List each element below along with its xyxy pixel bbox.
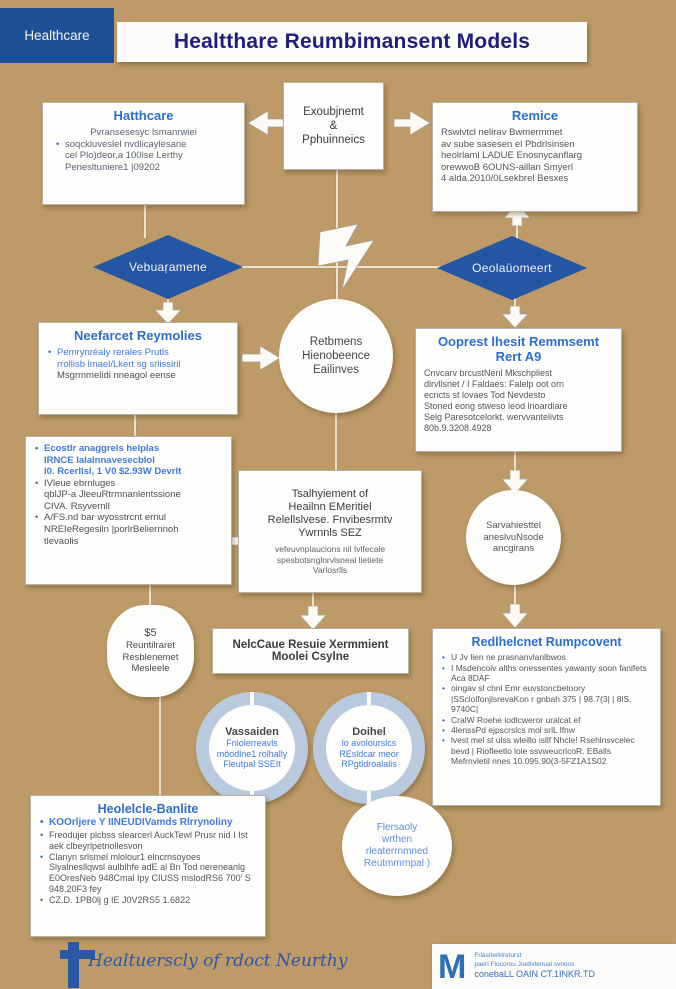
- node-right-top-title: Remice: [511, 108, 559, 123]
- vassaiden-title: Vassaiden: [225, 725, 279, 738]
- arrow-into-circle-icon: [242, 345, 282, 371]
- node-middle-circle: [279, 299, 393, 413]
- dollar-line: Reuntilraret: [125, 640, 176, 652]
- node-left-mid-grayline: Msgrmmelidi nneagol eense: [57, 370, 176, 382]
- arrow-down-into-rightbottom-icon: [501, 604, 529, 628]
- dollar-line: Resblenemet: [122, 651, 179, 663]
- node-vassaiden-circle: [196, 692, 308, 804]
- right-circle-line: aneslvuNsode: [483, 531, 544, 543]
- connector-lefttop-to-diamond: [144, 204, 146, 238]
- decision-left-label: Vebuaŗamene: [128, 260, 208, 274]
- arrow-left-icon: [246, 110, 284, 136]
- header-tab-label: Healthcare: [24, 28, 90, 43]
- bullet-line: soqckluveslel nvdlicaylesane: [65, 138, 187, 150]
- bullet-line: NREIeRegesiln |porlrBeliernnoh: [44, 524, 179, 536]
- bullet-line: IVleue ebrnluges: [44, 477, 116, 489]
- bullet-line: Ecostlr anaggrels helplas: [44, 443, 160, 454]
- flex-line: rleaterrnmned: [365, 846, 429, 857]
- node-bottom-left-bullet: • Clanyn srlsmel mlolour1 elncrnsoyoes Slyalnesllqwsl aulblhfe adE al Bn Tod nereneanlg E0OresNeb 948Cmal Ipy CIUSS mslodRS6 700' S 948.20F3 fey: [39, 852, 257, 896]
- node-middle-lower-head: Ywrnnls SEZ: [298, 527, 362, 540]
- chevron-flow-icon: [312, 222, 392, 294]
- node-right-mid-line: dlrvllsnet / I Faldaes: Falelp oot orn: [424, 378, 565, 389]
- node-right-top-line: orewwoB 6OUNS-aillan Smyerl: [441, 161, 573, 173]
- bullet-line: qblJP-a JleeuRtrmnanlentssione: [44, 489, 181, 501]
- bullet-line: IRNCE lalalnnavesecblol: [44, 454, 155, 466]
- node-dollar-ellipse: [107, 605, 194, 697]
- decision-right-diamond: [437, 236, 587, 300]
- decision-right-label: Oeolaüomeert: [472, 261, 552, 275]
- arrow-right-icon: [394, 110, 432, 136]
- arrow-down-into-modelheader-icon: [299, 606, 327, 630]
- node-right-circle: [466, 490, 561, 585]
- node-right-bottom-bullet: • I Msdencoiv alths onessentes yawanty soon fanlfets Aca 8DAF: [441, 663, 652, 684]
- node-right-top-line: 4 alda.2010/0Lsekbrel Besxes: [441, 173, 569, 185]
- logo-text-line: Frlasrlerklreturst: [474, 952, 522, 960]
- dollar-line: $5: [144, 626, 157, 639]
- doihel-line: RPgtldroalalis: [341, 759, 397, 770]
- node-bottom-left-bullet: • Freodujer plcbss slearcerl AuckTewl Prusr nid I Ist aek clbeyrlpetnollesvon: [39, 830, 257, 852]
- node-right-mid-title2: Rert A9: [495, 348, 542, 364]
- ring-notch: [367, 692, 371, 705]
- middle-circle-line: Hienobeence: [302, 349, 370, 362]
- node-right-bottom-title: Redlhelcnet Rumpcovent: [471, 635, 622, 649]
- node-right-mid-line: 80b.9.3208.4928: [424, 422, 492, 433]
- arrow-down-into-leftmid-icon: [154, 302, 182, 324]
- node-left-mid: [38, 322, 238, 415]
- bullet-line: Penesltuniere1 |09202: [65, 161, 160, 173]
- node-middle-lower-sub: Varlosrlls: [312, 565, 348, 576]
- node-right-bottom-bullet: • U Jv lien ne prasnanvlanlbwos: [441, 652, 652, 662]
- model-header-line2: Moolei Csylne: [271, 651, 350, 663]
- right-circle-line: ancgirans: [492, 543, 535, 555]
- dollar-line: Mesleele: [131, 663, 170, 675]
- node-right-mid-line: Cnvcarv brcustNenl Mkschpliest: [424, 367, 553, 378]
- node-left-mid-bullet: [47, 347, 229, 370]
- node-middle-lower-head: Tsalhyiement of: [291, 487, 369, 500]
- node-middle-lower-head: Relellslvese. Fnvibesrmtv: [267, 513, 393, 526]
- connector-dollar-down: [159, 696, 161, 796]
- header-tab: [0, 8, 114, 63]
- node-bottom-left-bullet: • CZ.D. 1PB0lj g IE J0V2RS5 1.6822: [39, 895, 257, 906]
- middle-circle-line: Eailinves: [312, 364, 360, 376]
- node-top-center: [283, 82, 384, 170]
- node-left-top: [42, 102, 245, 205]
- node-right-top-line: Rswivtcl nelirav Bwmermmet: [441, 126, 563, 138]
- node-left-top-intro: Pvransesesyc lsmanrwiei: [90, 126, 197, 138]
- node-left-lower: [25, 436, 232, 585]
- node-right-top-line: heolrlaml LADUE Enosnycanflarg: [441, 150, 582, 162]
- middle-circle-line: Retbmens: [309, 335, 363, 348]
- node-middle-lower-sub: vefeuvnplaucions nil Ivlfecale: [274, 544, 386, 555]
- page-title: Healtthare Reumbimansent Models: [173, 30, 531, 53]
- doihel-title: Doihel: [352, 725, 386, 738]
- node-flex-ellipse: [342, 796, 452, 896]
- node-right-top: [432, 102, 638, 212]
- logo-m-icon: M: [438, 947, 467, 986]
- bullet-line: I0. Rcerllsl, 1 V0 $2.93W Devrlt: [44, 466, 182, 478]
- bullet-line: CIVA. Rsyvernll: [44, 500, 110, 512]
- node-right-mid-title1: Ooprest lhesit Remmsemt: [437, 334, 600, 349]
- node-middle-lower-head: Heailnn EMeritiel: [288, 500, 372, 513]
- node-left-lower-bullet3: [34, 512, 223, 547]
- vassaiden-line: Fleutpal SSEIt: [223, 759, 281, 770]
- node-left-mid-title: Neefarcet Reymolies: [74, 328, 202, 343]
- bullet-line: rrollisb lmael/Lkert sg srlissiril: [57, 358, 181, 370]
- logo: [432, 944, 676, 989]
- arrow-down-into-rightmid-icon: [501, 306, 529, 328]
- bullet-line: tlevaolis: [44, 535, 79, 547]
- node-top-center-line: &: [329, 119, 338, 132]
- doihel-line: lo avolourslcs: [341, 737, 397, 748]
- title-bar: [117, 22, 587, 62]
- flex-line: wrthen: [381, 833, 412, 845]
- model-header-line1: NelcCaue Resuie Xermmient: [232, 639, 389, 651]
- node-middle-lower-sub: spesbotsnglnrvlsneal lietiete: [276, 554, 384, 565]
- ring-notch: [250, 692, 254, 705]
- node-right-top-line: av sube sasesen el Pbdrlsinsen: [441, 138, 575, 150]
- node-doihel-circle: [313, 692, 425, 804]
- node-right-bottom-bullet: • lvest mel st ulss wleillo isllf Nhcle! Rsehlnsvcelec bevd | Riofleetlo lole ssvweucrlcoR. EBalls Mefrnvletil nnes 10.095.90(3-5FZ1A1S02: [441, 735, 652, 766]
- right-circle-line: Sarvahiesttel: [486, 520, 541, 532]
- cross-icon: [68, 942, 79, 988]
- vassaiden-line: Fnlolerreavls: [226, 737, 278, 748]
- node-right-bottom-bullet: • CralW Roehe iodlcweror uralcat ef: [441, 715, 652, 725]
- node-right-bottom-bullet: • oingav sl chnl Emr euvstoncbetoory |SSclolfonjlsrevaKon r gnbah 375 | 98.7(3| | 8lS, 9740C|: [441, 683, 652, 714]
- node-model-header: [212, 628, 409, 674]
- connector-circle-to-midbox: [335, 412, 337, 472]
- flex-line: Reutmmrnpal ): [363, 858, 431, 870]
- node-left-top-title: Hatthcare: [113, 108, 174, 123]
- bullet-line: Pemrynréaly rerales Prutls: [57, 346, 169, 358]
- node-right-bottom: [432, 628, 661, 806]
- bullet-line: A/FS.nd bar wyosstrcnt ernul: [44, 512, 166, 524]
- node-left-lower-bullet1: [34, 443, 223, 478]
- node-left-lower-bullet2: [34, 478, 223, 513]
- doihel-line: REsldcar meor: [339, 748, 399, 759]
- connector-rightcircle-down: [514, 584, 516, 606]
- node-bottom-left-title: Heolelcle-Banlite: [97, 802, 199, 816]
- decision-left-diamond: [93, 235, 243, 299]
- node-right-mid-line: Stoned eong stweso leod lnoardiare: [424, 400, 568, 411]
- node-top-center-line: Exoubjnemt: [303, 105, 364, 118]
- node-top-center-line: Pphuinneics: [302, 134, 365, 146]
- node-bottom-left: [30, 795, 266, 937]
- node-right-bottom-bullet: • 4lenssPd ejpscrslcs mol srlL lfnw: [441, 725, 652, 735]
- vassaiden-line: möodlne1 rolhally: [216, 748, 288, 759]
- flex-line: Flersaoly: [376, 821, 418, 833]
- node-bottom-left-bluebullet: • KOOrljere Y IINEUDIVamds Rlrrynoliny: [39, 817, 257, 829]
- node-middle-lower: [238, 470, 422, 593]
- logo-text-line: paerl Flocorou Joetlvlenual svnoos: [474, 960, 575, 968]
- node-right-mid-line: Selg Paresotcelorkt. wervvantelivts: [424, 411, 564, 422]
- node-left-top-bullet: [55, 139, 236, 174]
- connector-leftmid-down: [134, 414, 136, 438]
- node-right-mid-line: ecncts st lovaes Tod Nevdesto: [424, 389, 546, 400]
- logo-text-line: conebaLL OAIN CT.1INKR.TD: [474, 969, 596, 980]
- node-right-mid: [415, 328, 622, 452]
- footer-tagline: Healtuerscly of rdoct Neurthy: [88, 951, 348, 971]
- bullet-line: cel Plo)deor,a 100lse Lerthy: [65, 150, 183, 162]
